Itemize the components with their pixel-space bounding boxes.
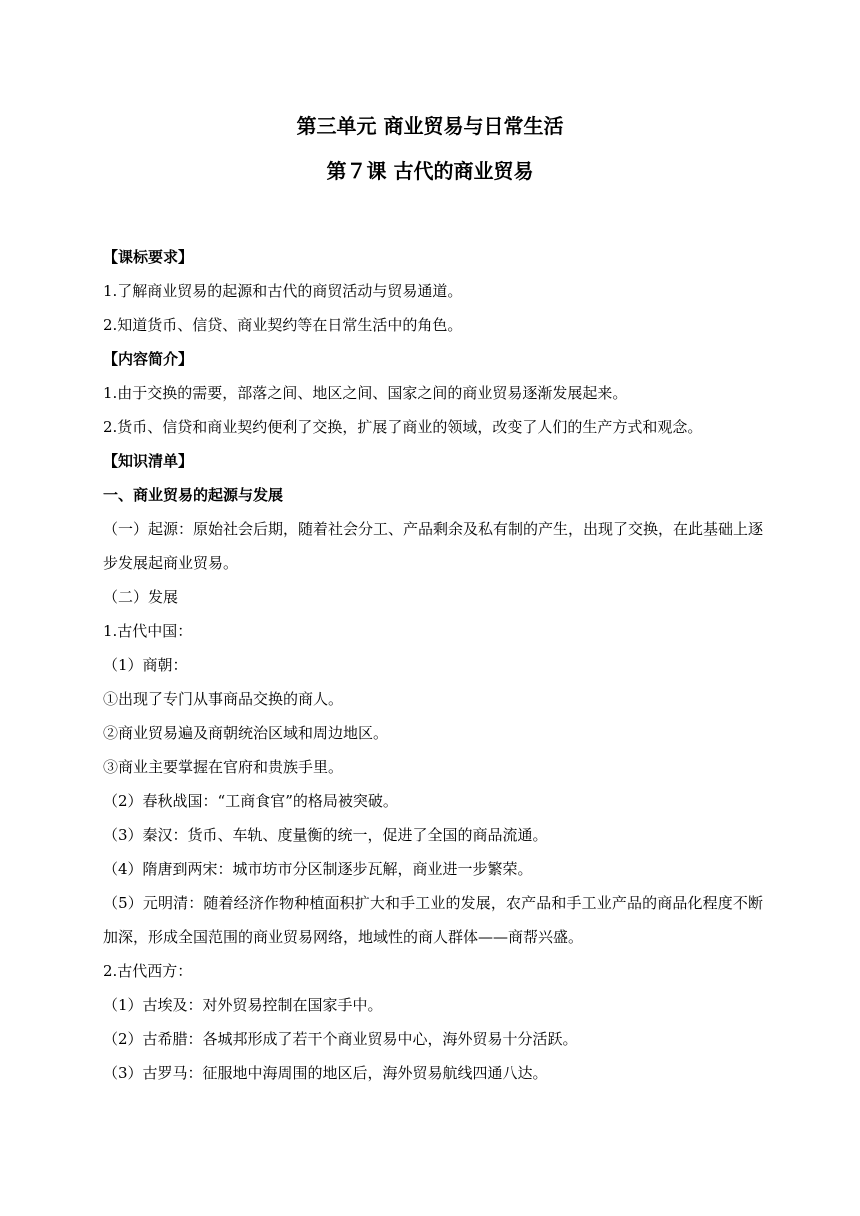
shang-item: ①出现了专门从事商品交换的商人。 <box>103 690 344 708</box>
china-period-item: （5）元明清：随着经济作物种植面积扩大和手工业的发展，农产品和手工业产品的商品化程度不断加深，形成全国范围的商业贸易网络，地域性的商人群体——商帮兴盛。 <box>103 894 763 946</box>
china-label: 1.古代中国： <box>103 622 193 640</box>
document-body <box>103 240 763 1090</box>
china-period-item: （3）秦汉：货币、车轨、度量衡的统一，促进了全国的商品流通。 <box>103 826 548 844</box>
section-heading-curriculum: 【课标要求】 <box>103 248 194 266</box>
west-item: （2）古希腊：各城邦形成了若干个商业贸易中心，海外贸易十分活跃。 <box>103 1030 578 1048</box>
china-period-item: （2）春秋战国：“工商食官”的格局被突破。 <box>103 792 398 810</box>
lesson-title: 第７课 古代的商业贸易 <box>326 159 534 183</box>
summary-item: 1.由于交换的需要，部落之间、地区之间、国家之间的商业贸易逐渐发展起来。 <box>103 384 628 402</box>
origin-paragraph: （一）起源：原始社会后期，随着社会分工、产品剩余及私有制的产生，出现了交换，在此基础上逐步发展起商业贸易。 <box>103 520 764 572</box>
shang-item: ③商业主要掌握在官府和贵族手里。 <box>103 758 344 776</box>
curriculum-item: 2.知道货币、信贷、商业契约等在日常生活中的角色。 <box>103 316 463 334</box>
development-label: （二）发展 <box>103 588 179 606</box>
summary-item: 2.货币、信贷和商业契约便利了交换，扩展了商业的领域，改变了人们的生产方式和观念。 <box>103 418 703 436</box>
curriculum-item: 1.了解商业贸易的起源和古代的商贸活动与贸易通道。 <box>103 282 463 300</box>
west-item: （3）古罗马：征服地中海周围的地区后，海外贸易航线四通八达。 <box>103 1064 548 1082</box>
section-heading-knowledge: 【知识清单】 <box>103 452 194 470</box>
section-heading-summary: 【内容简介】 <box>103 350 194 368</box>
knowledge-subheading: 一、商业贸易的起源与发展 <box>103 486 284 504</box>
west-label: 2.古代西方： <box>103 962 193 980</box>
china-period-item: （4）隋唐到两宋：城市坊市分区制逐步瓦解，商业进一步繁荣。 <box>103 860 533 878</box>
unit-title: 第三单元 商业贸易与日常生活 <box>296 114 564 138</box>
shang-item: ②商业贸易遍及商朝统治区域和周边地区。 <box>103 724 389 742</box>
shang-label: （1）商朝： <box>103 656 188 674</box>
west-item: （1）古埃及：对外贸易控制在国家手中。 <box>103 996 383 1014</box>
